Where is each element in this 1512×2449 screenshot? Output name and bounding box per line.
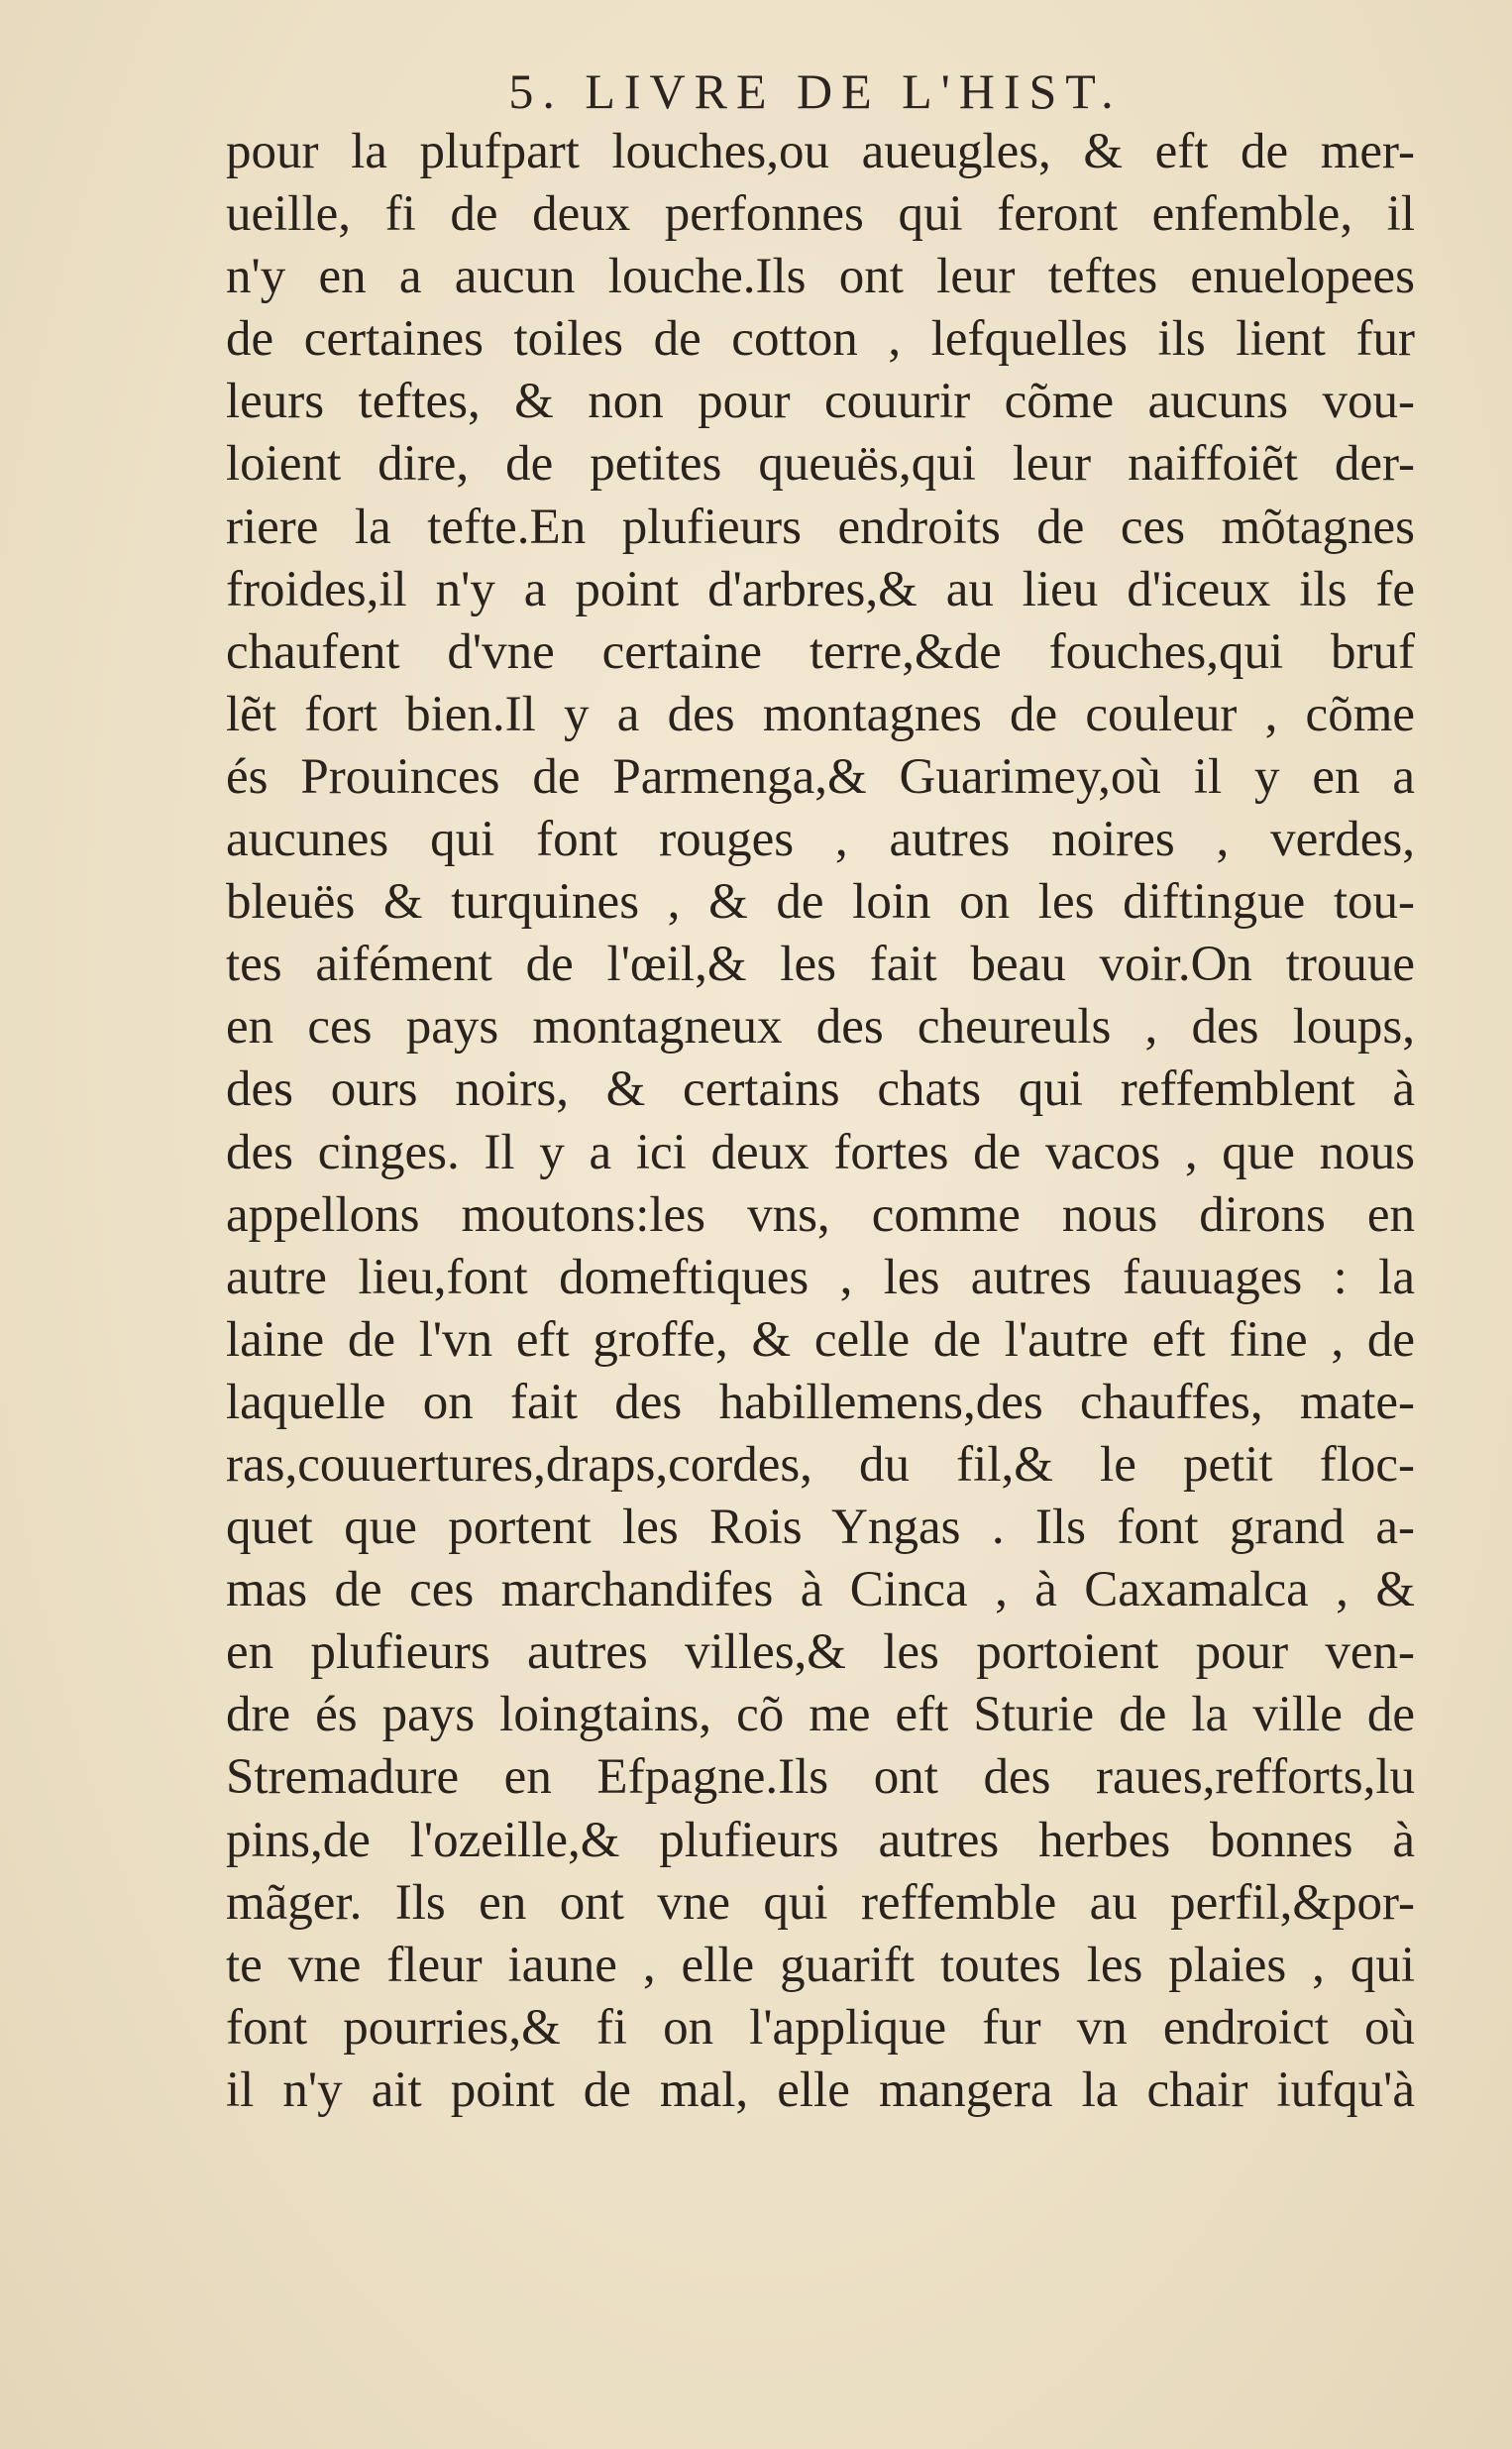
text-line: il n'y ait point de mal, elle mangera la chair iufqu'à [226, 2061, 1415, 2118]
text-line: bleuës & turquines , & de loin on les diftingue tou- [226, 874, 1415, 931]
text-line: te vne fleur iaune , elle guarift toutes les plaies , qui [226, 1937, 1415, 1993]
text-line: chaufent d'vne certaine terre,&de fouches,qui bruf [226, 623, 1415, 680]
text-line: en ces pays montagneux des cheureuls , des loups, [226, 999, 1415, 1056]
text-line: loient dire, de petites queuës,qui leur naiffoiẽt der- [226, 436, 1415, 493]
text-line: appellons moutons:les vns, comme nous dirons en [226, 1186, 1415, 1243]
text-line: en plufieurs autres villes,& les portoient pour ven- [226, 1624, 1415, 1681]
text-line: des ours noirs, & certains chats qui reffemblent à [226, 1061, 1415, 1118]
text-line: autre lieu,font domeftiques , les autres fauuages : la [226, 1249, 1415, 1305]
text-line: pins,de l'ozeille,& plufieurs autres herbes bonnes à [226, 1812, 1415, 1868]
text-line: ras,couuertures,draps,cordes, du fil,& le petit floc- [226, 1436, 1415, 1493]
text-line: pour la plufpart louches,ou aueugles, & eft de mer- [226, 124, 1415, 179]
text-line: Stremadure en Efpagne.Ils ont des raues,refforts,lu [226, 1749, 1415, 1806]
text-line: n'y en a aucun louche.Ils ont leur teftes enuelopees [226, 249, 1415, 305]
text-line: és Prouinces de Parmenga,& Guarimey,où il y en a [226, 748, 1415, 805]
text-line: des cinges. Il y a ici deux fortes de vacos , que nous [226, 1124, 1415, 1180]
text-line: mas de ces marchandifes à Cinca , à Caxamalca , & [226, 1562, 1415, 1618]
text-line: quet que portent les Rois Yngas . Ils font grand a- [226, 1500, 1415, 1556]
text-line: mãger. Ils en ont vne qui reffemble au perfil,&por- [226, 1874, 1415, 1931]
text-line: aucunes qui font rouges , autres noires , verdes, [226, 812, 1415, 868]
running-head: 5. LIVRE DE L'HIST. [508, 63, 1123, 119]
text-line: froides,il n'y a point d'arbres,& au lieu d'iceux ils fe [226, 561, 1415, 617]
text-line: riere la tefte.En plufieurs endroits de ces mõtagnes [226, 499, 1415, 555]
text-line: tes aifément de l'œil,& les fait beau voir.On trouue [226, 937, 1415, 993]
text-line: leurs teftes, & non pour couurir cõme aucuns vou- [226, 374, 1415, 430]
text-line: ueille, fi de deux perfonnes qui feront enfemble, il [226, 186, 1415, 243]
body-text [226, 121, 1415, 2122]
text-line: laquelle on fait des habillemens,des chauffes, mate- [226, 1374, 1415, 1430]
text-line: lẽt fort bien.Il y a des montagnes de couleur , cõme [226, 686, 1415, 742]
text-line: dre és pays loingtains, cõ me eft Sturie de la ville de [226, 1687, 1415, 1743]
text-line: de certaines toiles de cotton , lefquelles ils lient fur [226, 311, 1415, 368]
text-line: font pourries,& fi on l'applique fur vn endroict où [226, 1999, 1415, 2056]
text-line: laine de l'vn eft groffe, & celle de l'autre eft fine , de [226, 1311, 1415, 1368]
